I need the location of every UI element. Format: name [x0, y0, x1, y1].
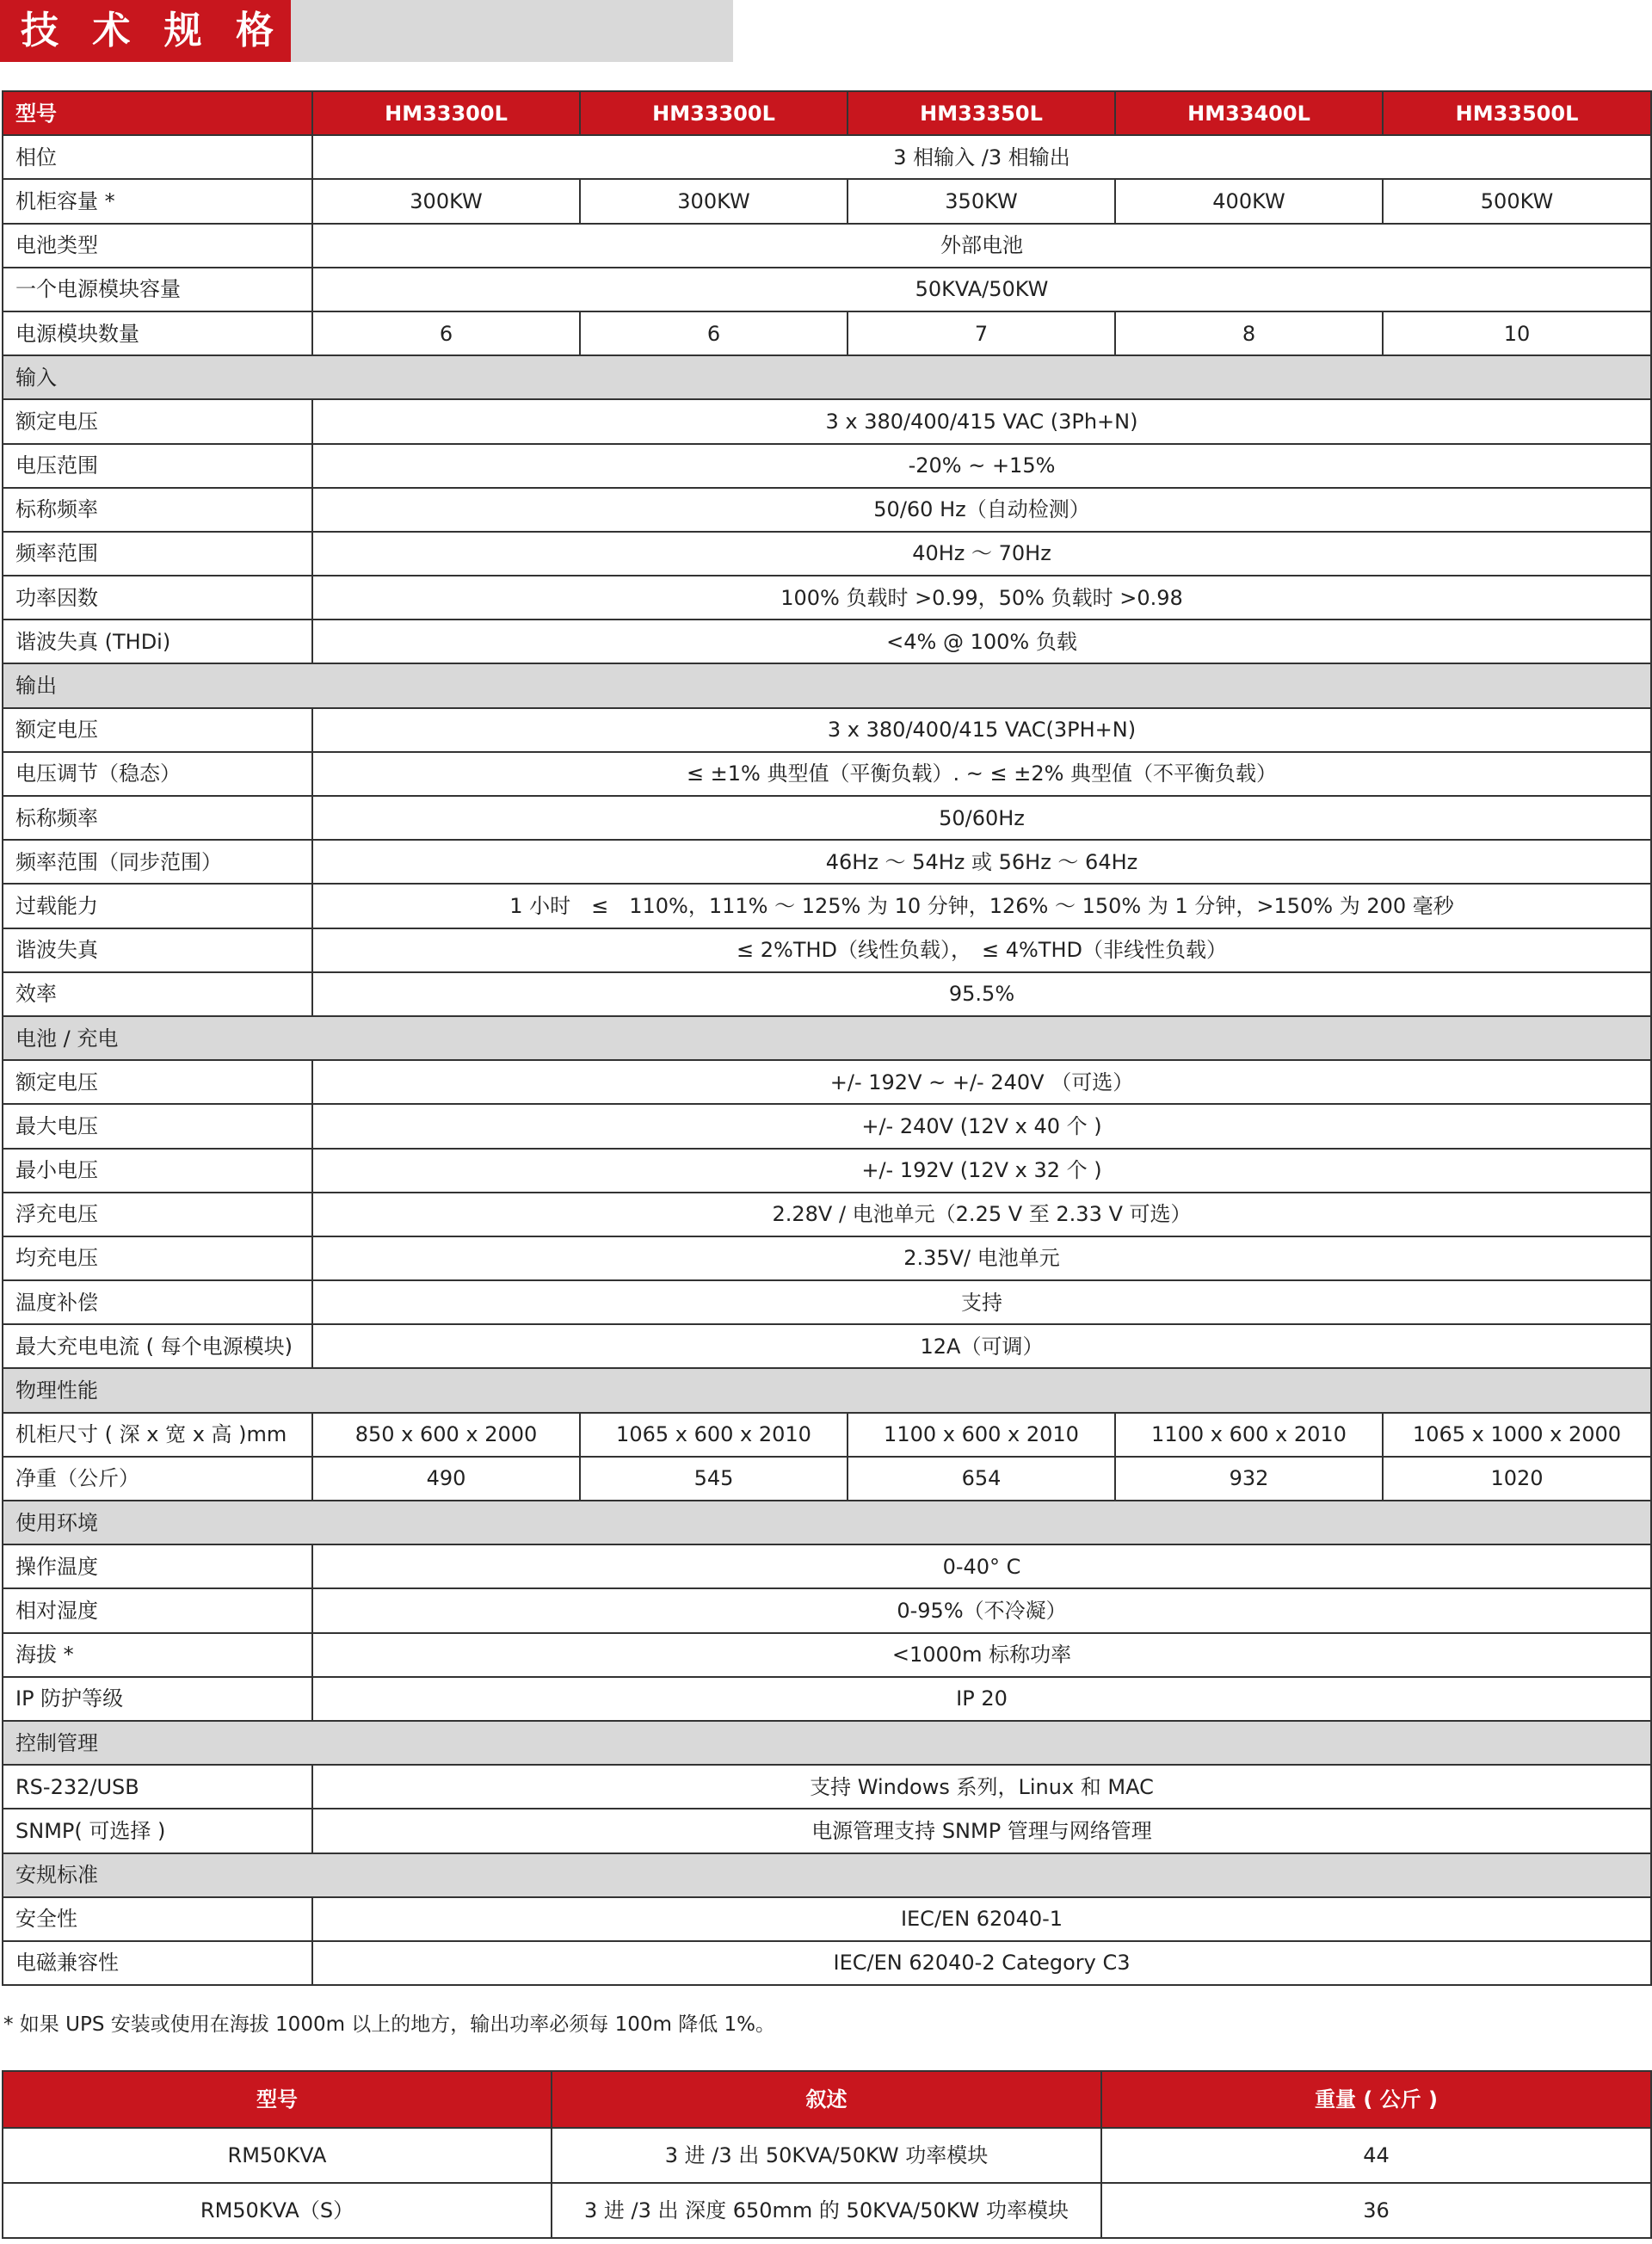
spec-row	[3, 532, 1651, 576]
page-title-banner	[0, 0, 733, 62]
spec-value: 支持	[312, 1280, 1651, 1324]
spec-label: 额定电压	[3, 399, 312, 443]
spec-label: 频率范围（同步范围）	[3, 840, 312, 884]
module-cell: RM50KVA	[3, 2128, 552, 2183]
spec-label: 电压调节（稳态）	[3, 752, 312, 796]
module-table-body	[3, 2128, 1651, 2238]
section-row	[3, 1853, 1651, 1897]
spec-value: IEC/EN 62040-2 Category C3	[312, 1941, 1651, 1985]
header-model-3: HM33350L	[848, 91, 1115, 135]
spec-label: 净重（公斤）	[3, 1457, 312, 1501]
spec-label: 机柜尺寸 ( 深 x 宽 x 高 )mm	[3, 1413, 312, 1457]
spec-row	[3, 135, 1651, 179]
spec-value: ≤ 2%THD（线性负载）， ≤ 4%THD（非线性负载）	[312, 928, 1651, 972]
spec-label: 操作温度	[3, 1544, 312, 1588]
spec-label: 安全性	[3, 1897, 312, 1941]
spec-label: 功率因数	[3, 576, 312, 620]
module-header-cell: 重量 ( 公斤 )	[1101, 2071, 1651, 2128]
spec-row	[3, 1149, 1651, 1193]
spec-row	[3, 1413, 1651, 1457]
spec-row	[3, 1633, 1651, 1677]
spec-label: 过载能力	[3, 884, 312, 928]
spec-value: 490	[312, 1457, 580, 1501]
section-row	[3, 1016, 1651, 1060]
spec-row	[3, 1457, 1651, 1501]
spec-label: RS-232/USB	[3, 1765, 312, 1809]
spec-value: 1 小时 ≤ 110%，111% ～ 125% 为 10 分钟，126% ～ 150% 为 1 分钟，>150% 为 200 毫秒	[312, 884, 1651, 928]
spec-value: 外部电池	[312, 224, 1651, 268]
spec-value: 6	[312, 311, 580, 355]
spec-value: 3 相输入 /3 相输出	[312, 135, 1651, 179]
spec-table-header	[3, 91, 1651, 135]
section-title: 安规标准	[3, 1853, 1651, 1897]
spec-row	[3, 620, 1651, 663]
spec-value: ≤ ±1% 典型值（平衡负载）. ~ ≤ ±2% 典型值（不平衡负载）	[312, 752, 1651, 796]
module-cell: RM50KVA（S）	[3, 2183, 552, 2238]
spec-value: 46Hz ～ 54Hz 或 56Hz ～ 64Hz	[312, 840, 1651, 884]
spec-label: 相对湿度	[3, 1588, 312, 1632]
spec-row	[3, 1809, 1651, 1853]
spec-row	[3, 1280, 1651, 1324]
spec-value: IP 20	[312, 1677, 1651, 1721]
spec-label: 额定电压	[3, 708, 312, 752]
spec-row	[3, 1104, 1651, 1148]
spec-value: 350KW	[848, 179, 1115, 223]
spec-row	[3, 928, 1651, 972]
spec-label: 电池类型	[3, 224, 312, 268]
spec-label: 相位	[3, 135, 312, 179]
spec-row	[3, 1588, 1651, 1632]
spec-row	[3, 1765, 1651, 1809]
spec-value: 300KW	[312, 179, 580, 223]
spec-value: <1000m 标称功率	[312, 1633, 1651, 1677]
spec-value: 电源管理支持 SNMP 管理与网络管理	[312, 1809, 1651, 1853]
section-row	[3, 1721, 1651, 1765]
spec-value: +/- 240V (12V x 40 个 )	[312, 1104, 1651, 1148]
page-title: 技 术 规 格	[21, 9, 284, 52]
spec-value: -20% ~ +15%	[312, 444, 1651, 488]
spec-value: 545	[580, 1457, 848, 1501]
spec-row	[3, 840, 1651, 884]
spec-label: 标称频率	[3, 796, 312, 840]
section-row	[3, 663, 1651, 707]
spec-value: 2.28V / 电池单元（2.25 V 至 2.33 V 可选）	[312, 1193, 1651, 1236]
module-table-header	[3, 2071, 1651, 2128]
spec-value: IEC/EN 62040-1	[312, 1897, 1651, 1941]
spec-value: 0-95%（不冷凝）	[312, 1588, 1651, 1632]
spec-value: 100% 负载时 >0.99，50% 负载时 >0.98	[312, 576, 1651, 620]
spec-value: 7	[848, 311, 1115, 355]
spec-value: 1020	[1383, 1457, 1651, 1501]
spec-value: +/- 192V ~ +/- 240V （可选）	[312, 1060, 1651, 1104]
spec-row	[3, 1897, 1651, 1941]
spec-row	[3, 1941, 1651, 1985]
spec-row	[3, 311, 1651, 355]
spec-row	[3, 972, 1651, 1016]
spec-value: <4% @ 100% 负载	[312, 620, 1651, 663]
spec-value: 654	[848, 1457, 1115, 1501]
section-title: 输入	[3, 355, 1651, 399]
spec-label: 电压范围	[3, 444, 312, 488]
spec-label: 海拔 *	[3, 1633, 312, 1677]
module-table	[2, 2070, 1652, 2239]
header-model-4: HM33400L	[1115, 91, 1383, 135]
spec-value: 6	[580, 311, 848, 355]
module-header-cell: 叙述	[552, 2071, 1101, 2128]
spec-row	[3, 884, 1651, 928]
spec-row	[3, 488, 1651, 532]
section-row	[3, 355, 1651, 399]
spec-label: 电磁兼容性	[3, 1941, 312, 1985]
spec-value: 50/60Hz	[312, 796, 1651, 840]
spec-label: IP 防护等级	[3, 1677, 312, 1721]
spec-value: 10	[1383, 311, 1651, 355]
header-model-1: HM33300L	[312, 91, 580, 135]
spec-label: SNMP( 可选择 )	[3, 1809, 312, 1853]
spec-value: 3 x 380/400/415 VAC(3PH+N)	[312, 708, 1651, 752]
spec-row	[3, 268, 1651, 311]
spec-value: 3 x 380/400/415 VAC (3Ph+N)	[312, 399, 1651, 443]
section-title: 物理性能	[3, 1368, 1651, 1412]
spec-value: 1065 x 1000 x 2000	[1383, 1413, 1651, 1457]
spec-value: 1100 x 600 x 2010	[848, 1413, 1115, 1457]
module-cell: 44	[1101, 2128, 1651, 2183]
spec-table-body	[3, 135, 1651, 1985]
spec-value: 850 x 600 x 2000	[312, 1413, 580, 1457]
title-gray-bar	[291, 0, 733, 62]
spec-label: 标称频率	[3, 488, 312, 532]
module-cell: 36	[1101, 2183, 1651, 2238]
header-model-label: 型号	[3, 91, 312, 135]
spec-value: +/- 192V (12V x 32 个 )	[312, 1149, 1651, 1193]
footnote: * 如果 UPS 安装或使用在海拔 1000m 以上的地方，输出功率必须每 100m 降低 1%。	[3, 2013, 776, 2036]
spec-label: 温度补偿	[3, 1280, 312, 1324]
section-title: 使用环境	[3, 1501, 1651, 1544]
header-model-5: HM33500L	[1383, 91, 1651, 135]
spec-value: 932	[1115, 1457, 1383, 1501]
spec-label: 电源模块数量	[3, 311, 312, 355]
module-cell: 3 进 /3 出 深度 650mm 的 50KVA/50KW 功率模块	[552, 2183, 1101, 2238]
spec-row	[3, 752, 1651, 796]
spec-value: 300KW	[580, 179, 848, 223]
spec-value: 12A（可调）	[312, 1324, 1651, 1368]
spec-row	[3, 1193, 1651, 1236]
spec-label: 谐波失真 (THDi)	[3, 620, 312, 663]
spec-row	[3, 224, 1651, 268]
spec-row	[3, 1060, 1651, 1104]
spec-row	[3, 708, 1651, 752]
spec-row	[3, 1236, 1651, 1280]
spec-value: 8	[1115, 311, 1383, 355]
module-header-row	[3, 2071, 1651, 2128]
module-header-cell: 型号	[3, 2071, 552, 2128]
spec-label: 浮充电压	[3, 1193, 312, 1236]
spec-header-row	[3, 91, 1651, 135]
spec-value: 2.35V/ 电池单元	[312, 1236, 1651, 1280]
spec-label: 均充电压	[3, 1236, 312, 1280]
spec-row	[3, 1324, 1651, 1368]
spec-row	[3, 399, 1651, 443]
spec-label: 最大电压	[3, 1104, 312, 1148]
header-model-2: HM33300L	[580, 91, 848, 135]
section-row	[3, 1501, 1651, 1544]
spec-row	[3, 1544, 1651, 1588]
module-row	[3, 2128, 1651, 2183]
spec-value: 1100 x 600 x 2010	[1115, 1413, 1383, 1457]
spec-value: 50/60 Hz（自动检测）	[312, 488, 1651, 532]
module-row	[3, 2183, 1651, 2238]
spec-value: 支持 Windows 系列，Linux 和 MAC	[312, 1765, 1651, 1809]
spec-row	[3, 444, 1651, 488]
section-title: 电池 / 充电	[3, 1016, 1651, 1060]
spec-value: 1065 x 600 x 2010	[580, 1413, 848, 1457]
spec-row	[3, 1677, 1651, 1721]
spec-value: 500KW	[1383, 179, 1651, 223]
section-title: 控制管理	[3, 1721, 1651, 1765]
spec-label: 最大充电电流 ( 每个电源模块)	[3, 1324, 312, 1368]
spec-value: 400KW	[1115, 179, 1383, 223]
spec-label: 频率范围	[3, 532, 312, 576]
module-cell: 3 进 /3 出 50KVA/50KW 功率模块	[552, 2128, 1101, 2183]
spec-table	[2, 90, 1652, 1986]
spec-value: 50KVA/50KW	[312, 268, 1651, 311]
spec-value: 40Hz ～ 70Hz	[312, 532, 1651, 576]
spec-label: 效率	[3, 972, 312, 1016]
section-title: 输出	[3, 663, 1651, 707]
section-row	[3, 1368, 1651, 1412]
spec-label: 谐波失真	[3, 928, 312, 972]
spec-value: 0-40° C	[312, 1544, 1651, 1588]
spec-value: 95.5%	[312, 972, 1651, 1016]
spec-row	[3, 576, 1651, 620]
spec-label: 额定电压	[3, 1060, 312, 1104]
spec-label: 最小电压	[3, 1149, 312, 1193]
spec-row	[3, 179, 1651, 223]
spec-label: 机柜容量 *	[3, 179, 312, 223]
spec-row	[3, 796, 1651, 840]
spec-label: 一个电源模块容量	[3, 268, 312, 311]
